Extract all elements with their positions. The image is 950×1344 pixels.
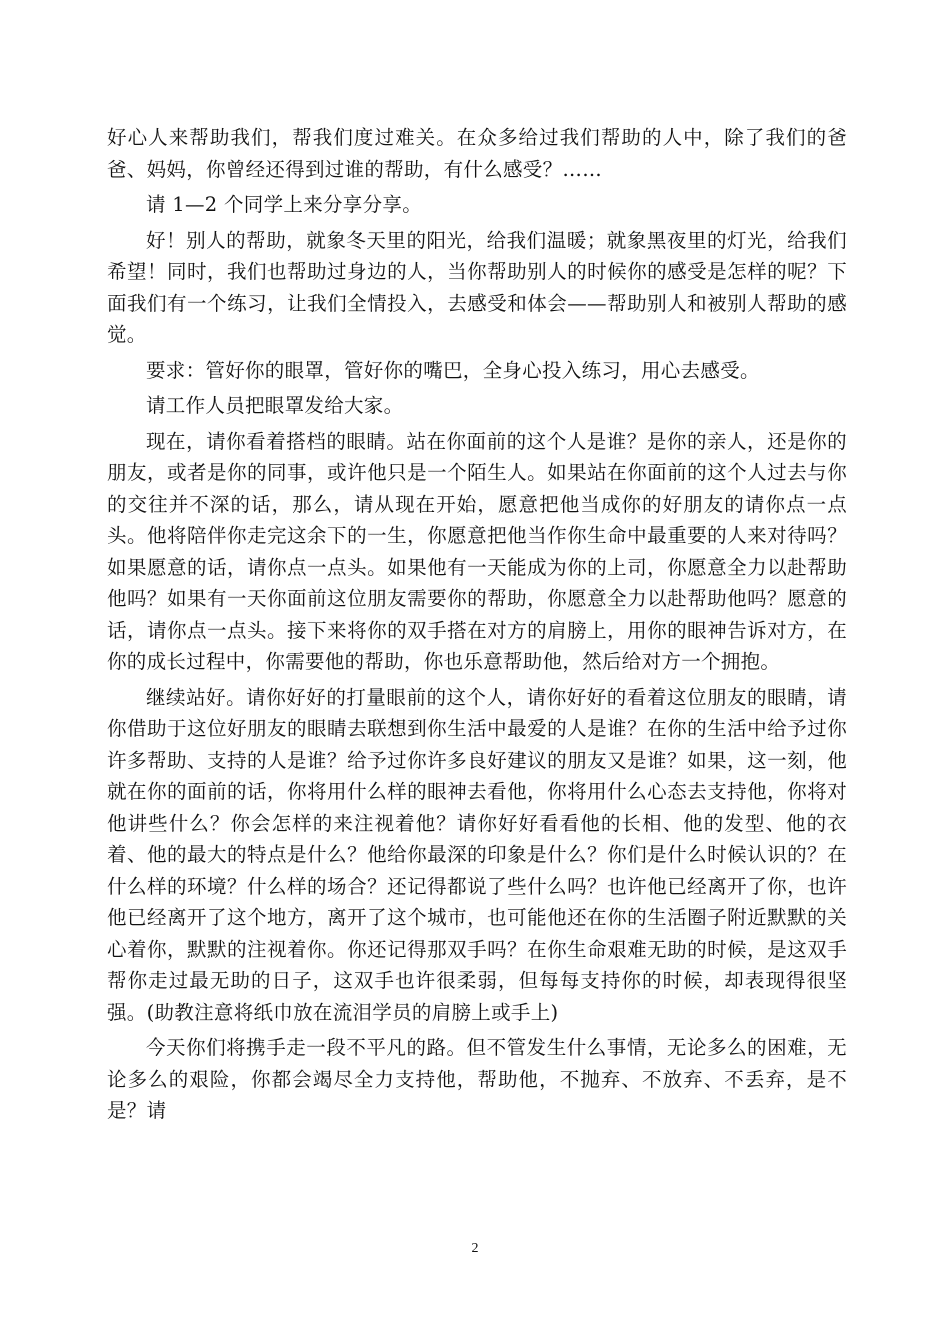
paragraph-7: 继续站好。请你好好的打量眼前的这个人，请你好好的看着这位朋友的眼睛，请你借助于这位好朋友的眼睛去联想到你生活中最爱的人是谁？在你的生活中给予过你许多帮助、支持的人是谁？给予过你许多良好建议的朋友又是谁？如果，这一刻，他就在你的面前的话，你将用什么样的眼神去看他，你将用什么心态去支持他，你将对他讲些什么？你会怎样的来注视着他？请你好好看看他的长相、他的发型、他的衣着、他的最大的特点是什么？他给你最深的印象是什么？你们是什么时候认识的？在什么样的环境？什么样的场合？还记得都说了些什么吗？也许他已经离开了你，也许他已经离开了这个地方，离开了这个城市，也可能他还在你的生活圈子附近默默的关心着你，默默的注视着你。你还记得那双手吗？在你生命艰难无助的时候，是这双手帮你走过最无助的日子，这双手也许很柔弱，但每每支持你的时候，却表现得很坚强。(助教注意将纸巾放在流泪学员的肩膀上或手上) [107, 685, 847, 1024]
document-body [107, 122, 847, 1127]
paragraph-2: 请 1—2 个同学上来分享分享。 [146, 193, 423, 216]
paragraph-8: 今天你们将携手走一段不平凡的路。但不管发生什么事情，无论多么的困难，无论多么的艰险，你都会竭尽全力支持他，帮助他，不抛弃、不放弃、不丢弃，是不是？请 [107, 1036, 847, 1122]
page-number: 2 [471, 1241, 479, 1256]
paragraph-6: 现在，请你看着搭档的眼睛。站在你面前的这个人是谁？是你的亲人，还是你的朋友，或者是你的同事，或许他只是一个陌生人。如果站在你面前的这个人过去与你的交往并不深的话，那么，请从现在开始，愿意把他当成你的好朋友的请你点一点头。他将陪伴你走完这余下的一生，你愿意把他当作你生命中最重要的人来对待吗？如果愿意的话，请你点一点头。如果他有一天能成为你的上司，你愿意全力以赴帮助他吗？如果有一天你面前这位朋友需要你的帮助，你愿意全力以赴帮助他吗？愿意的话，请你点一点头。接下来将你的双手搭在对方的肩膀上，用你的眼神告诉对方，在你的成长过程中，你需要他的帮助，你也乐意帮助他，然后给对方一个拥抱。 [107, 429, 847, 673]
paragraph-3: 好！别人的帮助，就象冬天里的阳光，给我们温暖；就象黑夜里的灯光，给我们希望！同时，我们也帮助过身边的人，当你帮助别人的时候你的感受是怎样的呢？下面我们有一个练习，让我们全情投入，去感受和体会——帮助别人和被别人帮助的感觉。 [107, 228, 847, 346]
paragraph-4: 要求：管好你的眼罩，管好你的嘴巴，全身心投入练习，用心去感受。 [146, 358, 760, 382]
paragraph-1-continued: 好心人来帮助我们，帮我们度过难关。在众多给过我们帮助的人中，除了我们的爸爸、妈妈，你曾经还得到过谁的帮助，有什么感受？…… [107, 126, 847, 181]
paragraph-5: 请工作人员把眼罩发给大家。 [146, 394, 404, 417]
